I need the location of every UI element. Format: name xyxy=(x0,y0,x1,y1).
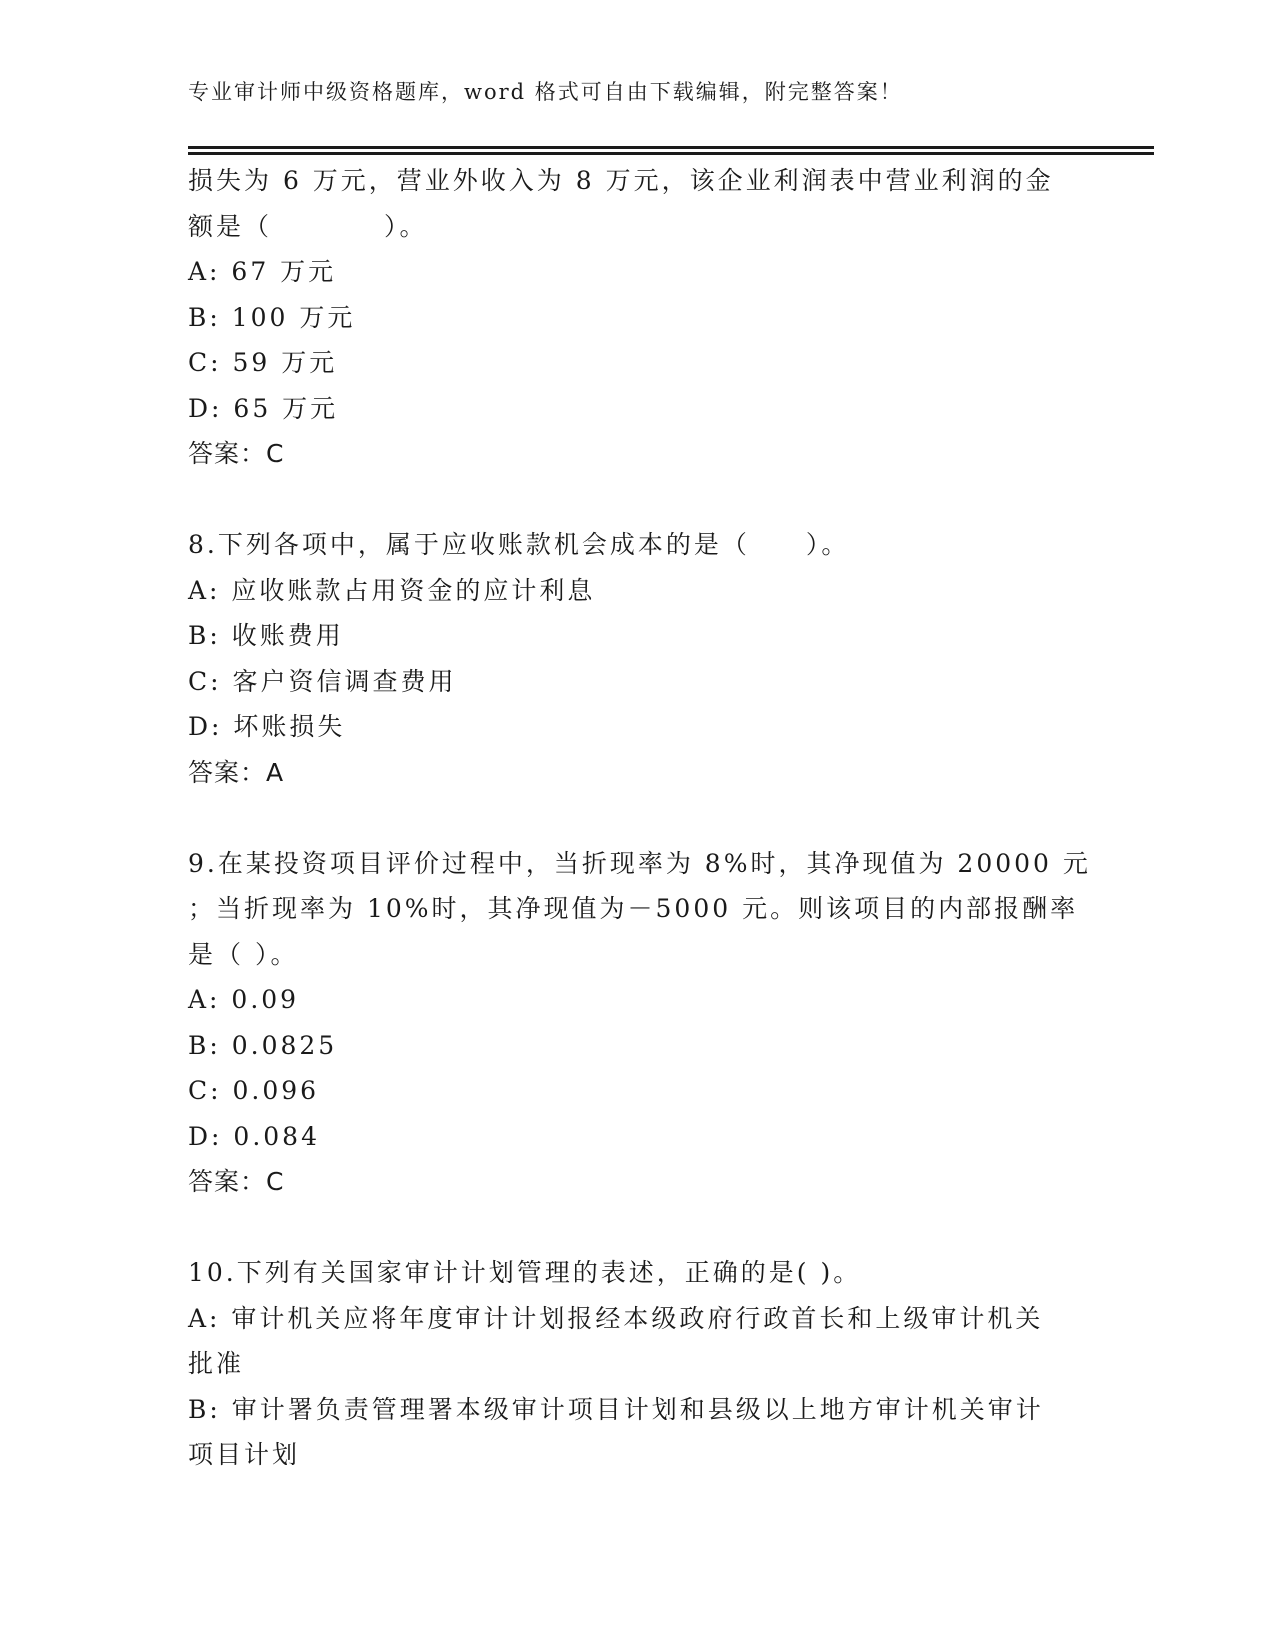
question-9 xyxy=(188,841,1128,1205)
option-b: B: 100 万元 xyxy=(188,302,356,332)
answer-line: 答案：C xyxy=(188,1167,285,1196)
option-a: A: 67 万元 xyxy=(188,257,337,286)
question-stem-line: 10.下列有关国家审计计划管理的表述，正确的是( )。 xyxy=(188,1258,862,1287)
question-stem-line: 8.下列各项中，属于应收账款机会成本的是（ ）。 xyxy=(188,530,850,559)
answer-line: 答案：A xyxy=(188,757,285,787)
header-rule-bottom xyxy=(188,152,1154,155)
question-7 xyxy=(188,158,1128,477)
spacer xyxy=(188,477,1128,523)
question-stem-line: ；当折现率为 10%时，其净现值为－5000 元。则该项目的内部报酬率 xyxy=(188,894,1079,923)
option-c: C: 客户资信调查费用 xyxy=(188,666,457,696)
option-a: A: 审计机关应将年度审计计划报经本级政府行政首长和上级审计机关 xyxy=(188,1303,1044,1333)
option-d: D: 65 万元 xyxy=(188,393,339,423)
spacer xyxy=(188,795,1128,841)
option-b-continued: 项目计划 xyxy=(188,1440,301,1469)
option-d: D: 0.084 xyxy=(188,1121,320,1151)
question-10 xyxy=(188,1250,1128,1478)
option-c: C: 0.096 xyxy=(188,1076,320,1105)
option-a: A: 应收账款占用资金的应计利息 xyxy=(188,575,596,605)
question-8 xyxy=(188,522,1128,795)
question-stem-line: 是（ ）。 xyxy=(188,939,299,969)
option-d: D: 坏账损失 xyxy=(188,712,346,741)
spacer xyxy=(188,1205,1128,1251)
header-rule-top xyxy=(188,146,1154,149)
option-b: B: 收账费用 xyxy=(188,621,344,650)
answer-line: 答案：C xyxy=(188,439,285,468)
option-b: B: 0.0825 xyxy=(188,1030,338,1060)
option-a-continued: 批准 xyxy=(188,1349,245,1378)
question-stem-line: 9.在某投资项目评价过程中，当折现率为 8%时，其净现值为 20000 元 xyxy=(188,848,1091,878)
option-c: C: 59 万元 xyxy=(188,348,338,377)
question-stem-line: 损失为 6 万元，营业外收入为 8 万元，该企业利润表中营业利润的金 xyxy=(188,166,1054,195)
question-content xyxy=(188,158,1128,1478)
question-stem-line: 额是（ ）。 xyxy=(188,211,428,241)
option-b: B: 审计署负责管理署本级审计项目计划和县级以上地方审计机关审计 xyxy=(188,1394,1044,1424)
page-header: 专业审计师中级资格题库，word 格式可自由下载编辑，附完整答案！ xyxy=(188,80,903,104)
option-a: A: 0.09 xyxy=(188,985,300,1014)
